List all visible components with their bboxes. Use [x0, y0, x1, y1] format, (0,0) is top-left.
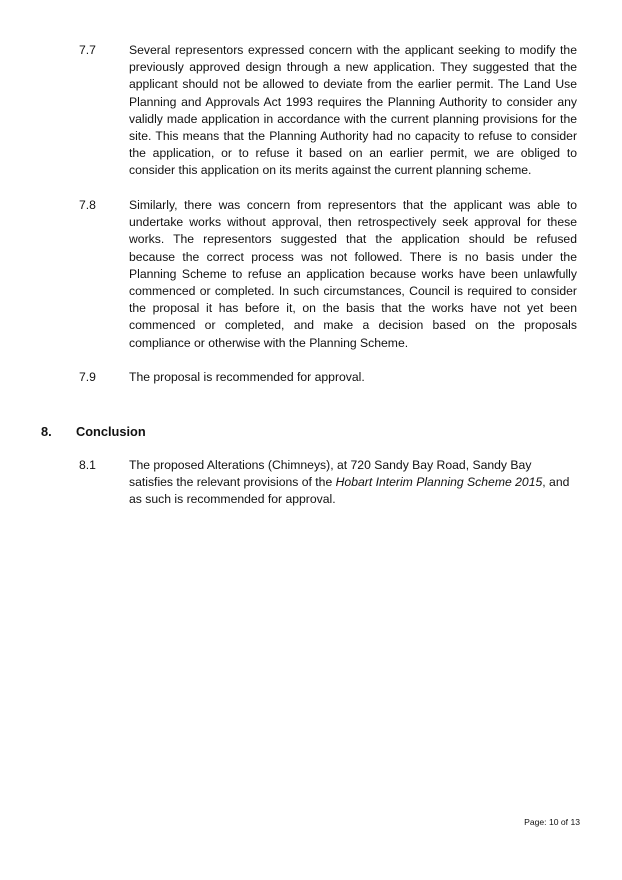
paragraph-number: 8.1: [79, 458, 96, 472]
text-line: consider this application on its merits against the current planning scheme.: [129, 163, 532, 178]
paragraph-text: [129, 369, 577, 386]
text-line: the application, or to refuse it based on an earlier permit, we are obliged to: [129, 146, 577, 161]
paragraph-number: 7.8: [79, 198, 96, 212]
text-line: commenced or completed. In such circumstances, Council is required to consider: [129, 284, 577, 299]
text-line: Several representors expressed concern with the applicant seeking to modify the: [129, 43, 577, 57]
text-line: compliance or otherwise with the Planning Scheme.: [129, 335, 409, 350]
section-title: Conclusion: [76, 424, 146, 439]
text-line: because the correct process was not followed. There is no basis under the: [129, 249, 577, 264]
scheme-title: Hobart Interim Planning Scheme 2015: [335, 475, 543, 490]
text-line: applicant should not be allowed to deviate from the earlier permit. The Land Use: [129, 77, 577, 92]
text-line: works. The representors suggested that the application should be refused: [129, 232, 577, 247]
page-number: Page: 10 of 13: [524, 817, 580, 827]
paragraph-text: [129, 457, 577, 509]
text-run: satisfies the relevant provisions of the: [129, 475, 336, 490]
text-line: as such is recommended for approval.: [129, 492, 336, 507]
text-line: Similarly, there was concern from representors that the applicant was able to: [129, 198, 577, 212]
paragraph-number: 7.9: [79, 370, 96, 384]
paragraph-text: [129, 197, 577, 352]
text-line: validly made application in accordance with the current planning provisions for the: [129, 111, 577, 126]
text-line: The proposed Alterations (Chimneys), at 720 Sandy Bay Road, Sandy Bay: [129, 458, 532, 472]
section-number: 8.: [41, 424, 52, 439]
text-line: previously approved design through a new application. They suggested that the: [129, 60, 577, 75]
text-line: undertake works without approval, then retrospectively seek approval for these: [129, 215, 577, 230]
text-line: commenced or completed, and make a decision based on the proposals: [129, 318, 577, 333]
text-line: Planning Scheme to refuse an application because works have been unlawfully: [129, 266, 577, 281]
text-line: The proposal is recommended for approval.: [129, 370, 365, 384]
text-line: [129, 474, 577, 491]
text-run: , and: [542, 475, 570, 490]
paragraph-number: 7.7: [79, 43, 96, 57]
text-line: site. This means that the Planning Authority had no capacity to refuse to consider: [129, 129, 577, 144]
text-line: the proposal it has before it, on the basis that the works have not yet been: [129, 301, 577, 316]
text-line: Planning and Approvals Act 1993 requires the Planning Authority to consider any: [129, 94, 577, 109]
paragraph-text: [129, 42, 577, 180]
